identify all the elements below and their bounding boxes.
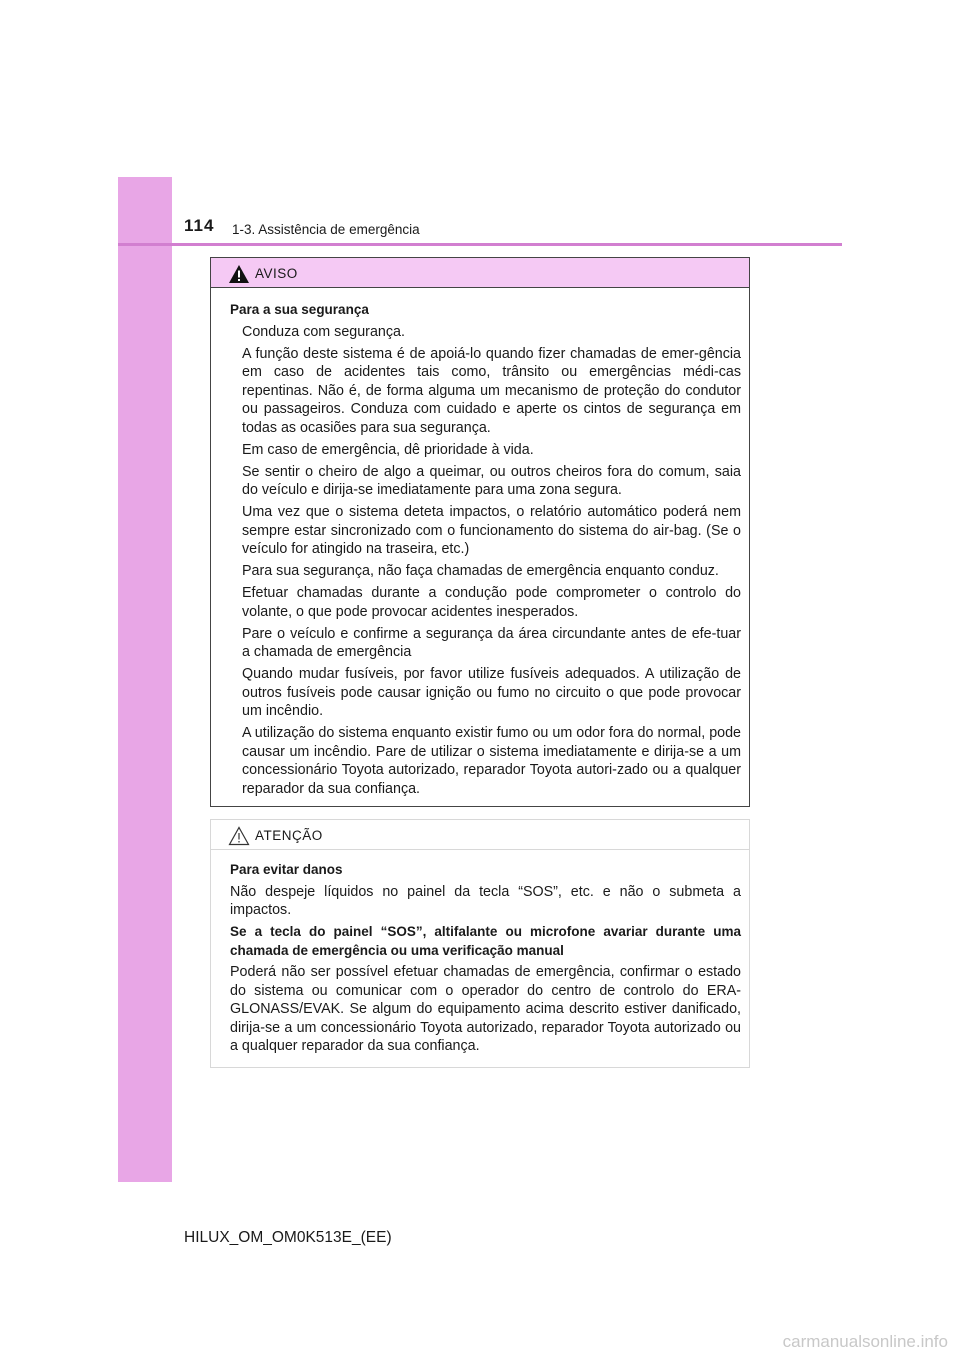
header-rule — [118, 243, 842, 246]
warning-triangle-icon — [228, 264, 250, 284]
caution-box — [210, 819, 750, 1068]
caution-body — [211, 850, 749, 1056]
caution-header — [211, 820, 749, 850]
caution-heading: Para evitar danos — [230, 862, 343, 877]
caution-triangle-icon — [228, 826, 250, 846]
warning-box — [210, 257, 750, 807]
warning-header — [211, 258, 749, 288]
watermark: carmanualsonline.info — [782, 1332, 948, 1351]
warning-item: Conduza com segurança. — [242, 323, 405, 340]
caution-text: Não despeje líquidos no painel da tecla “SOS”, etc. e não o submeta a impactos. — [230, 883, 741, 918]
warning-body — [211, 288, 749, 798]
warning-item: Quando mudar fusíveis, por favor utilize fusíveis adequados. A utilização de outros fusíveis pode causar ignição ou fumo no circuito o que pode provocar um incêndio. — [242, 666, 741, 719]
caution-text: Poderá não ser possível efetuar chamadas de emergência, confirmar o estado do sistema ou comunicar com o operador do centro de controlo do ERA-GLONASS/EVAK. Se algum do equipamento acima descrito estiver danificado, dirija-se a um concessionário Toyota autorizado, reparador Toyota autorizado ou a qualquer reparador da sua confiança. — [230, 964, 741, 1054]
caution-label: ATENÇÃO — [255, 828, 323, 843]
warning-item: A função deste sistema é de apoiá-lo quando fizer chamadas de emer-gência em caso de acidentes tais como, trânsito ou emergências médi-cas repentinas. Não é, de forma alguma um mecanismo de proteção do condutor ou passageiros. Conduza com cuidado e aperte os cintos de segurança em todas as ocasiões para sua segurança. — [242, 345, 741, 436]
caution-heading: Se a tecla do painel “SOS”, altifalante ou microfone avariar durante uma chamada de emergência ou uma verificação manual — [230, 924, 741, 958]
warning-heading: Para a sua segurança — [230, 302, 369, 317]
warning-item: Em caso de emergência, dê prioridade à vida. — [242, 441, 534, 458]
manual-code: HILUX_OM_OM0K513E_(EE) — [184, 1229, 392, 1246]
warning-item: A utilização do sistema enquanto existir fumo ou um odor fora do normal, pode causar um incêndio. Pare de utilizar o sistema imediatamente e dirija-se a um concessionário Toyota autorizado, reparador Toyota autori-zado ou a qualquer reparador da sua confiança. — [242, 725, 741, 797]
warning-item: Pare o veículo e confirme a segurança da área circundante antes de efe-tuar a chamada de emergência — [242, 625, 741, 660]
warning-item: Se sentir o cheiro de algo a queimar, ou outros cheiros fora do comum, saia do veículo e dirija-se imediatamente para uma zona segura. — [242, 463, 741, 498]
warning-item: Efetuar chamadas durante a condução pode comprometer o controlo do volante, o que pode provocar acidentes inesperados. — [242, 585, 741, 620]
warning-label: AVISO — [255, 266, 298, 281]
page-number: 114 — [184, 216, 215, 235]
warning-item: Uma vez que o sistema deteta impactos, o relatório automático poderá nem sempre estar sincronizado com o funcionamento do sistema do air-bag. (Se o veículo for atingido na traseira, etc.) — [242, 504, 741, 557]
chapter-tab-sidebar — [118, 177, 172, 1182]
warning-item: Para sua segurança, não faça chamadas de emergência enquanto conduz. — [242, 563, 719, 579]
section-title: 1-3. Assistência de emergência — [232, 222, 420, 237]
